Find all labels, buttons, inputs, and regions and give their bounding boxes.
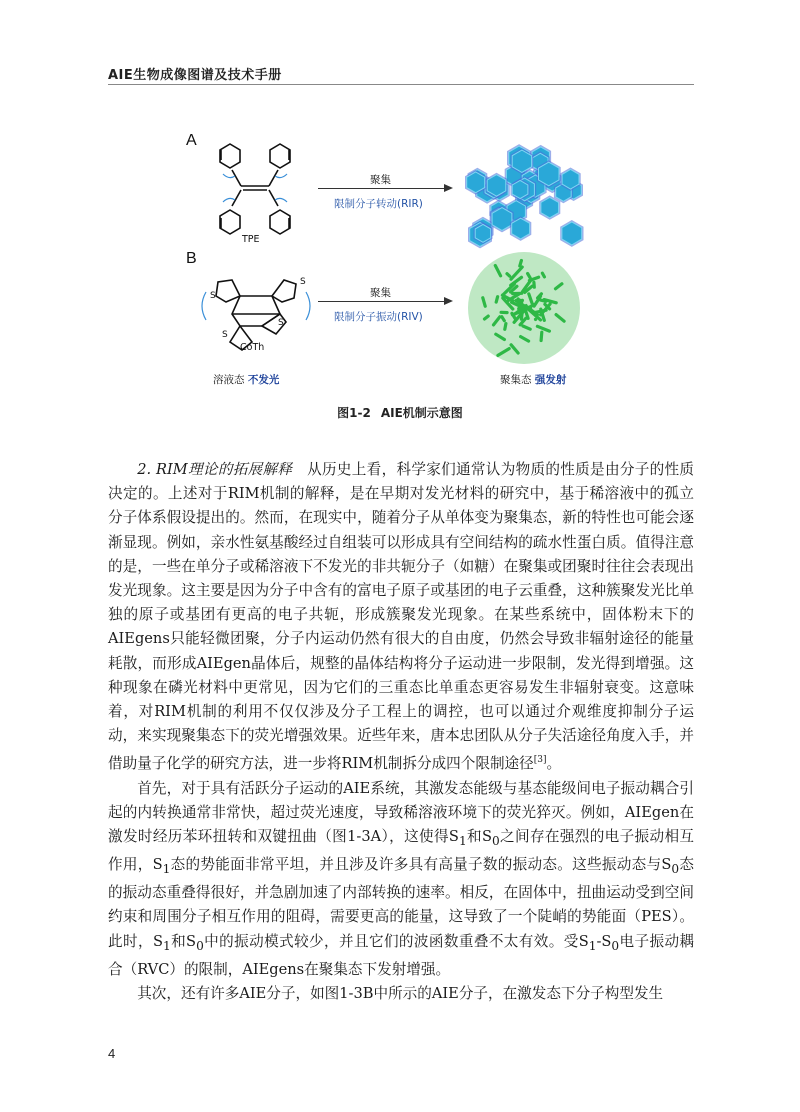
tpe-aggregate-icon: [460, 140, 590, 250]
paragraph-2: 首先，对于具有活跃分子运动的AIE系统，其激发态能级与基态能级间电子振动耦合引起的内转换通常非常快，超过荧光速度，导致稀溶液环境下的荧光猝灭。例如，AIEgen在激发时经历苯环扭转和双键扭曲（图1-3A），这使得$S_1$和$S_0$之间存在强烈的电子振动相互作用，$S_1$态的势能面非常平坦，并且涉及许多具有高量子数的振动态。这些振动态与$S_0$态的振动态重叠得很好，并急剧加速了内部转换的速率。相反，在固体中，扭曲运动受到空间约束和周围分子相互作用的阻碍，需要更高的能量，这导致了一个陡峭的势能面（PES）。此时，$S_1$和$S_0$中的振动模式较少，并且它们的波函数重叠不太有效。受$S_1-S_0$电子振动耦合（RVC）的限制，AIEgens在聚集态下发射增强。: [108, 779, 695, 978]
arrow-b-head-icon: [444, 297, 453, 305]
arrow-b-bottom-label: 限制分子振动(RIV): [334, 311, 423, 323]
coth-aggregate-icon: [466, 250, 582, 366]
paragraph-1: 2. RIM理论的拓展解释 从历史上看，科学家们通常认为物质的性质是由分子的性质决定的。上述对于RIM机制的解释，是在早期对发光材料的研究中，基于稀溶液中的孤立分子体系假设提出的。然而，在现实中，随着分子从单体变为聚集态，新的特性也可能会逐渐显现。例如，亲水性氨基酸经过自组装可以形成具有空间结构的疏水性蛋白质。值得注意的是，一些在单分子或稀溶液下不发光的非共轭分子（如糖）在聚集或团聚时往往会表现出发光现象。这主要是因为分子中含有的富电子原子或基团的电子云重叠，这种簇聚发光比单独的原子或基团有更高的电子共轭，形成簇聚发光现象。在某些系统中，固体粉末下的AIEgens只能轻微团聚，分子内运动仍然有很大的自由度，仍然会导致非辐射途径的能量耗散，而形成AIEgen晶体后，规整的晶体结构将分子运动进一步限制，发光得到增强。这种现象在磷光材料中更常见，因为它们的三重态比单重态更容易发生非辐射衰变。这意味着，对RIM机制的利用不仅仅涉及分子工程上的调控，也可以通过介观维度抑制分子运动，来实现聚集态下的荧光增强效果。近些年来，唐本忠团队从分子失活途径角度入手，并借助量子化学的研究方法，进一步将RIM机制拆分成四个限制途径[3]。: [108, 461, 694, 773]
arrow-a-line: [318, 188, 446, 189]
panel-a-letter: A: [186, 132, 197, 149]
coth-label: CoTh: [240, 342, 265, 353]
figure-caption: 图1-2 AIE机制示意图: [337, 406, 463, 420]
paragraph-3: 其次，还有许多AIE分子，如图1-3B中所示的AIE分子，在激发态下分子构型发生: [137, 984, 664, 1002]
solution-state-label: 溶液态 不发光: [213, 374, 280, 386]
arrow-b-top-label: 聚集: [370, 287, 391, 299]
running-head: AIE生物成像图谱及技术手册: [108, 68, 282, 83]
aggregate-state-label: 聚集态 强发射: [500, 374, 567, 386]
arrow-a-head-icon: [444, 184, 453, 192]
tpe-label: TPE: [242, 234, 260, 245]
arrow-a-top-label: 聚集: [370, 174, 391, 186]
header-rule: [108, 84, 694, 85]
sulfur-label-2: S: [300, 277, 306, 287]
sulfur-label-4: S: [222, 330, 228, 340]
sulfur-label-3: S: [278, 318, 284, 328]
sulfur-label-1: S: [210, 291, 216, 301]
arrow-a-bottom-label: 限制分子转动(RIR): [334, 198, 423, 210]
body-text: [108, 458, 694, 1006]
arrow-b-line: [318, 301, 446, 302]
panel-b-letter: B: [186, 250, 197, 267]
page-number: 4: [108, 1046, 116, 1061]
tpe-structure-icon: [205, 138, 305, 248]
